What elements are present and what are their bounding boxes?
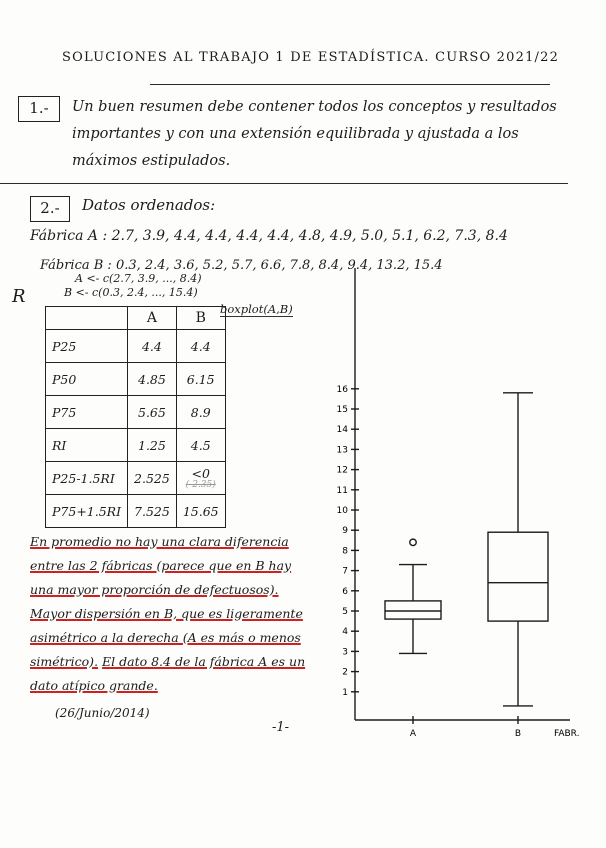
crossed-note: (-2.35): [185, 480, 216, 490]
row-label: P25-1.5RI: [46, 462, 128, 495]
section2-heading: Datos ordenados:: [82, 196, 216, 214]
row-label: P25: [46, 330, 128, 363]
boxplot-command: boxplot(A,B): [220, 302, 293, 316]
section1-number: 1.-: [18, 96, 60, 122]
y-tick-label: 13: [336, 445, 348, 456]
r-label: R: [12, 286, 26, 307]
fabrica-b-data: Fábrica B : 0.3, 2.4, 3.6, 5.2, 5.7, 6.6, 7.8, 8.4, 9.4, 13.2, 15.4: [40, 258, 443, 273]
y-tick-label: 12: [336, 465, 348, 476]
conclusion-p1: En promedio no hay una clara diferencia entre las 2 fábricas (parece que en B hay una mayor proporción de defectuosos).: [30, 534, 292, 597]
cell-a: 2.525: [128, 462, 177, 495]
y-tick-label: 15: [336, 405, 348, 415]
cell-b: <0: [191, 466, 210, 481]
row-label: P50: [46, 363, 128, 396]
y-tick-label: 11: [336, 485, 348, 496]
y-tick-label: 14: [336, 425, 348, 436]
y-tick-label: 2: [342, 667, 348, 678]
y-tick-label: 1: [342, 687, 348, 698]
y-tick-label: 3: [342, 647, 348, 658]
y-tick-label: 6: [342, 586, 348, 597]
y-tick-label: 4: [342, 627, 348, 638]
box-iqr: [385, 601, 441, 619]
r-code-b: B <- c(0.3, 2.4, ..., 15.4): [64, 286, 198, 299]
fabrica-a-data: Fábrica A : 2.7, 3.9, 4.4, 4.4, 4.4, 4.4, 4.8, 4.9, 5.0, 5.1, 6.2, 7.3, 8.4: [30, 228, 508, 244]
section2-number: 2.-: [30, 196, 70, 222]
r-code-a: A <- c(2.7, 3.9, ..., 8.4): [75, 272, 202, 285]
y-tick-label: 8: [342, 546, 348, 557]
cell-b: 6.15: [176, 363, 225, 396]
table-header-b: B: [176, 307, 225, 330]
x-axis-label: FABR.: [554, 729, 580, 739]
y-tick-label: 7: [342, 566, 348, 577]
cell-b: 15.65: [176, 495, 225, 528]
section1-text: Un buen resumen debe contener todos los conceptos y resultados importantes y con una extensión equilibrada y ajustada a los máximos estipulados.: [72, 99, 557, 169]
y-tick-label: 16: [336, 384, 348, 395]
page-title: SOLUCIONES AL TRABAJO 1 DE ESTADÍSTICA. CURSO 2021/22: [62, 50, 560, 65]
date-note: (26/Junio/2014): [55, 706, 150, 720]
y-tick-label: 9: [342, 526, 348, 537]
conclusion-p2: Mayor dispersión en B, que es ligeramente asimétrico a la derecha (A es más o menos simétrico).: [30, 606, 303, 669]
cell-a: 1.25: [128, 429, 177, 462]
box-iqr: [488, 532, 548, 621]
x-tick-label: B: [514, 729, 522, 739]
cell-a: 4.85: [128, 363, 177, 396]
cell-b: 4.5: [176, 429, 225, 462]
row-label: RI: [46, 429, 128, 462]
row-label: P75+1.5RI: [46, 495, 128, 528]
cell-a: 4.4: [128, 330, 177, 363]
cell-a: 7.525: [128, 495, 177, 528]
conclusion-p3: El dato 8.4 de la fábrica A es un dato atípico grande.: [30, 654, 306, 693]
y-tick-label: 10: [336, 506, 348, 516]
outlier-point: [410, 539, 416, 545]
y-tick-label: 5: [342, 607, 348, 617]
cell-b: 4.4: [176, 330, 225, 363]
table-header-a: A: [128, 307, 177, 330]
cell-b: 8.9: [176, 396, 225, 429]
row-label: P75: [46, 396, 128, 429]
x-tick-label: A: [409, 729, 417, 739]
page-number: -1-: [272, 720, 290, 735]
cell-a: 5.65: [128, 396, 177, 429]
